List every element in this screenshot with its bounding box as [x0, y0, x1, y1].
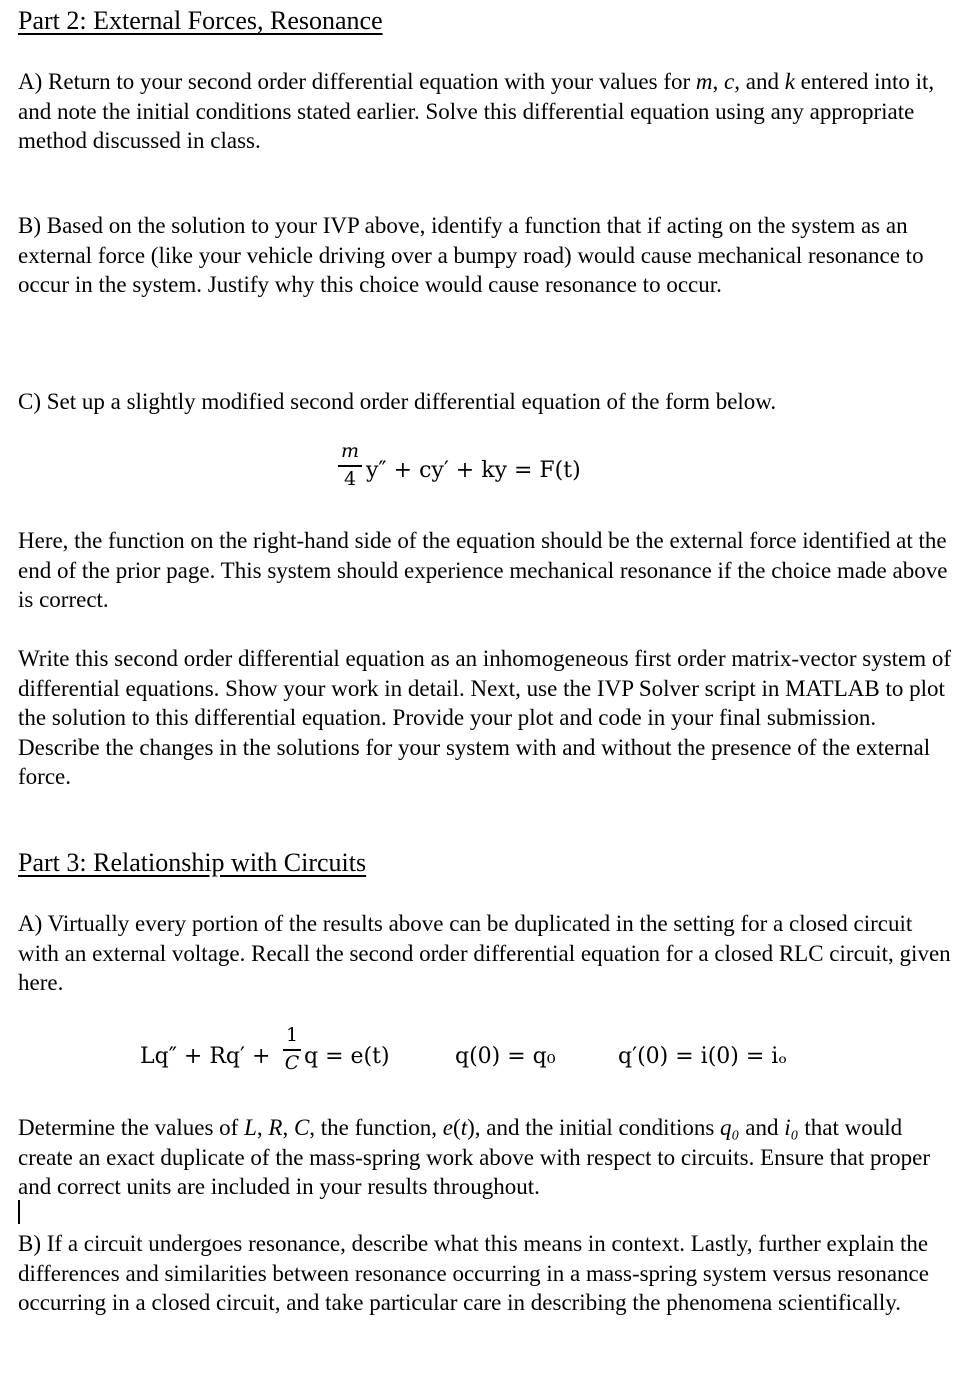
var-c: c	[724, 69, 735, 94]
part2-a-text-2: entered into it, and note the initial conditions stated earlier. Solve this differential equation using any appropriate method discussed in class.	[18, 69, 935, 153]
var-t: t	[460, 1115, 468, 1140]
var-q0: q₀	[720, 1115, 740, 1140]
part2-a-sep2: , and	[734, 69, 785, 94]
rlc-initial-condition-i: q′(0) = i(0) = iₒ	[618, 1044, 787, 1069]
part2-a-text-1: A) Return to your second order differential equation with your values for	[18, 69, 696, 94]
var-e: e	[442, 1115, 454, 1140]
var-m: m	[695, 69, 713, 94]
rlc-initial-condition-q: q(0) = q₀	[455, 1044, 556, 1069]
eq-fraction-numerator: m	[340, 440, 360, 462]
part3-a-determine-paragraph: Determine the values of L, R, C, the function, e(t), and the initial conditions q₀ and i₀ that would create an exact duplicate of the mass-spring work above with respect to circuits. Ensure that proper and correct units are included in your results throughout.	[18, 1115, 930, 1199]
rlc-fraction-bar	[283, 1049, 301, 1051]
part2-c-paragraph-2: Write this second order differential equation as an inhomogeneous first order matrix-vector system of differential equations. Show your work in detail. Next, use the IVP Solver script in MATLAB to plot the solution to this differential equation. Provide your plot and code in your final submission. Describe the changes in the solutions for your system with and without the presence of the external force.	[18, 646, 952, 789]
part3-a-intro: A) Virtually every portion of the results above can be duplicated in the setting for a closed circuit with an external voltage. Recall the second order differential equation for a closed RLC circuit, given here.	[18, 911, 951, 995]
rlc-eq-left: Lq″ + Rq′ +	[140, 1044, 271, 1069]
part2-a-paragraph	[18, 67, 958, 156]
var-k: k	[784, 69, 795, 94]
part2-c-paragraph-1: Here, the function on the right-hand side of the equation should be the external force identified at the end of the prior page. This system should experience mechanical resonance if the choice made above is correct.	[18, 528, 948, 612]
part2-a-sep1: ,	[712, 69, 725, 94]
text-cursor	[18, 1200, 20, 1224]
eq-fraction-denominator: 4	[343, 468, 357, 490]
part3-heading: Part 3: Relationship with Circuits	[18, 848, 367, 877]
eq-body: y″ + cy′ + ky = F(t)	[366, 458, 581, 483]
rlc-fraction-denominator: C	[284, 1052, 300, 1074]
rlc-eq-right: q = e(t)	[304, 1044, 390, 1069]
part2-c-intro: C) Set up a slightly modified second order differential equation of the form below.	[18, 389, 777, 414]
var-i0: i₀	[784, 1115, 799, 1140]
var-C: C	[293, 1115, 310, 1140]
part2-heading: Part 2: External Forces, Resonance	[18, 6, 383, 35]
eq-fraction-bar	[338, 465, 362, 467]
part3-b-paragraph: B) If a circuit undergoes resonance, describe what this means in context. Lastly, further explain the differences and similarities between resonance occurring in a mass-spring system versus resonance occurring in a closed circuit, and take particular care in describing the phenomena scientifically.	[18, 1231, 929, 1315]
rlc-fraction-numerator: 1	[285, 1024, 299, 1046]
part2-b-paragraph: B) Based on the solution to your IVP above, identify a function that if acting on the system as an external force (like your vehicle driving over a bumpy road) would cause mechanical resonance to occur in the system. Justify why this choice would cause resonance to occur.	[18, 213, 924, 297]
var-R: R	[268, 1115, 283, 1140]
var-L: L	[244, 1115, 257, 1140]
